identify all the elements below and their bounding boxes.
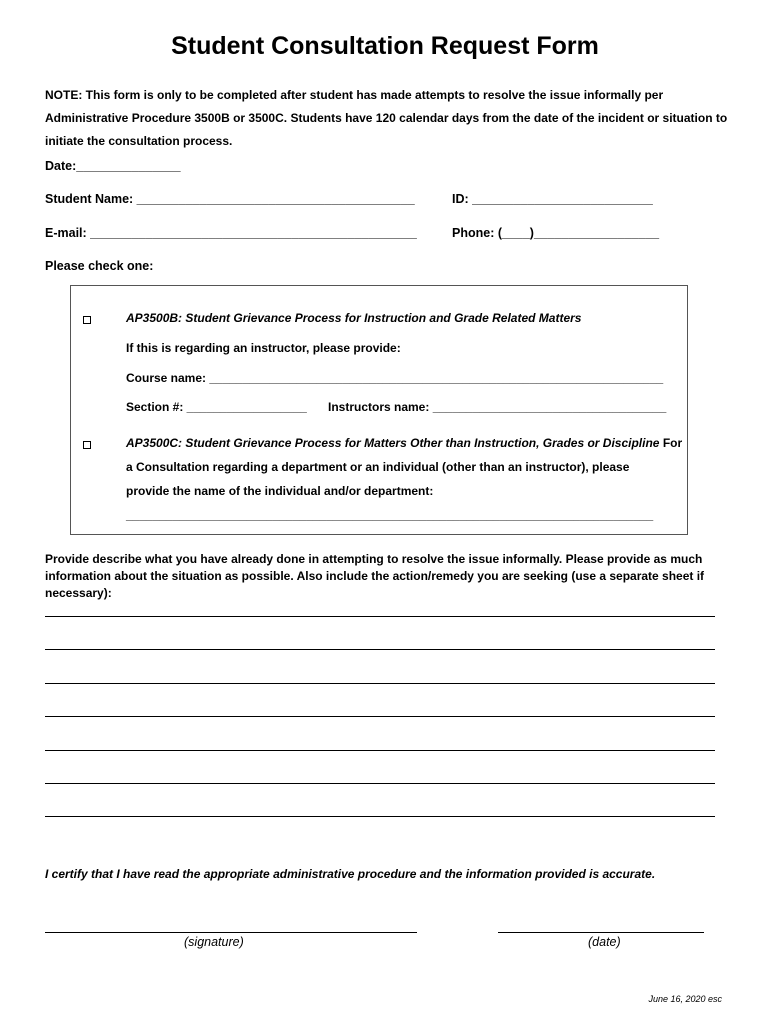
description-prompt: Provide describe what you have already done in attempting to resolve the issue informally. Please provide as much information about the situation as possible. Also include the action/remedy you are seeking (use a separate sheet if necessary): (45, 552, 705, 600)
instructors-name-field[interactable]: Instructors name: ___________________________________ (328, 400, 667, 414)
description-line[interactable] (45, 783, 715, 784)
description-line[interactable] (45, 649, 715, 650)
option-ap3500b-checkbox[interactable] (83, 316, 91, 324)
date-field[interactable]: Date:_______________ (45, 159, 181, 173)
signature-line[interactable] (45, 932, 417, 933)
description-line[interactable] (45, 716, 715, 717)
email-field[interactable]: E-mail: _______________________________________________ (45, 226, 417, 240)
description-line[interactable] (45, 750, 715, 751)
revision-footer: June 16, 2020 esc (648, 994, 722, 1004)
department-name-field[interactable]: _______________________________________________________________________________ (126, 508, 654, 522)
option-ap3500c-title: AP3500C: Student Grievance Process for Matters Other than Instruction, Grades or Discipline For (126, 436, 683, 450)
phone-field[interactable]: Phone: (____)__________________ (452, 226, 660, 240)
option-ap3500c-checkbox[interactable] (83, 441, 91, 449)
date-line[interactable] (498, 932, 704, 933)
student-name-field[interactable]: Student Name: ________________________________________ (45, 192, 415, 206)
id-field[interactable]: ID: __________________________ (452, 192, 653, 206)
certification-statement: I certify that I have read the appropriate administrative procedure and the information provided is accurate. (45, 867, 656, 881)
option-ap3500c-text-line-3: provide the name of the individual and/or department: (126, 484, 434, 498)
option-ap3500b-title: AP3500B: Student Grievance Process for Instruction and Grade Related Matters (126, 311, 582, 325)
note-text: NOTE: This form is only to be completed after student has made attempts to resolve the issue informally per Administrative Procedure 3500B or 3500C. Students have 120 calendar days from the date of the incident or situation to initiate the consultation process. (45, 88, 728, 148)
signature-caption: (signature) (184, 935, 244, 949)
description-line[interactable] (45, 616, 715, 617)
section-field[interactable]: Section #: __________________ (126, 400, 307, 414)
course-name-field[interactable]: Course name: ____________________________________________________________________ (126, 371, 664, 385)
option-ap3500c-text-line-2: a Consultation regarding a department or an individual (other than an instructor), please (126, 460, 630, 474)
form-title: Student Consultation Request Form (171, 32, 599, 60)
check-one-label: Please check one: (45, 259, 154, 273)
date-caption: (date) (588, 935, 621, 949)
instructor-prompt: If this is regarding an instructor, please provide: (126, 341, 401, 355)
options-box (70, 285, 688, 535)
description-line[interactable] (45, 683, 715, 684)
description-line[interactable] (45, 816, 715, 817)
